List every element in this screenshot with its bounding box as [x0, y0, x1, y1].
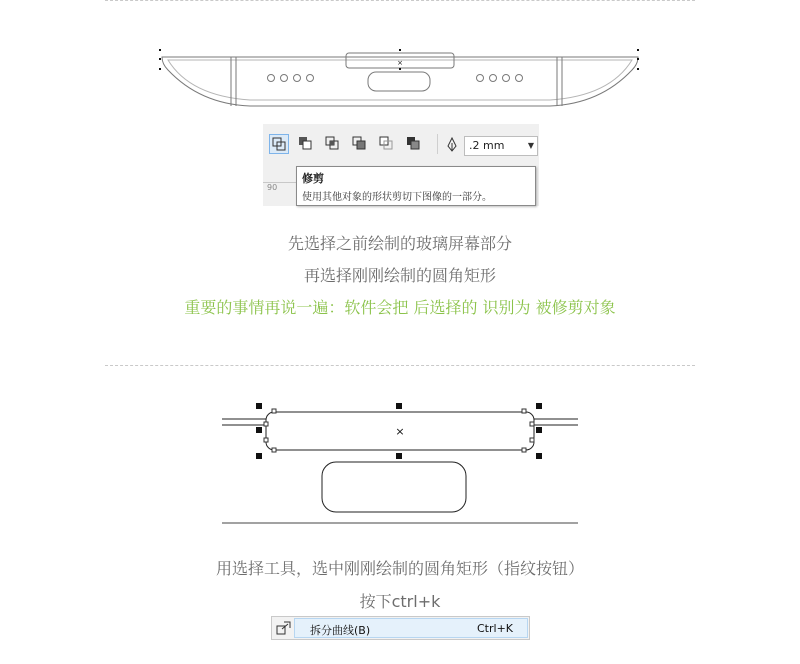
- caption-line-1: 先选择之前绘制的玻璃屏幕部分: [287, 234, 512, 253]
- outline-width-select[interactable]: [464, 136, 538, 156]
- back-minus-front-icon[interactable]: [404, 134, 424, 154]
- phone-bottom-illustration: [150, 44, 650, 114]
- front-minus-back-icon[interactable]: [377, 134, 397, 154]
- svg-text:×: ×: [395, 425, 405, 438]
- simplify-icon[interactable]: [350, 134, 370, 154]
- trim-tooltip: [296, 166, 536, 206]
- menu-item-shortcut: Ctrl+K: [477, 622, 514, 635]
- weld-icon[interactable]: [269, 134, 289, 154]
- tooltip-title: 修剪: [302, 172, 324, 185]
- trim-icon[interactable]: [296, 134, 316, 154]
- menu-item-label: 拆分曲线(B): [310, 624, 371, 637]
- intersect-icon[interactable]: [323, 134, 343, 154]
- svg-text:×: ×: [397, 59, 403, 67]
- caption-line-4: 用选择工具，选中刚刚绘制的圆角矩形（指纹按钮）: [215, 559, 584, 578]
- outline-width-value: .2 mm: [469, 139, 505, 152]
- caption-highlight: 重要的事情再说一遍：软件会把 后选择的 识别为 被修剪对象: [184, 298, 616, 317]
- middle-divider: [105, 365, 695, 366]
- selection-illustration: [220, 398, 582, 526]
- tooltip-description: 使用其他对象的形状剪切下图像的一部分。: [302, 192, 492, 203]
- ruler: [263, 182, 299, 206]
- menu-item-break-apart[interactable]: [271, 616, 530, 640]
- toolbar-separator: [437, 134, 438, 154]
- caption-line-5: 按下ctrl+k: [359, 592, 441, 611]
- pen-icon: [445, 137, 459, 153]
- break-apart-icon: [276, 620, 292, 636]
- chevron-down-icon: ▼: [527, 141, 534, 150]
- ruler-value: 90: [267, 183, 278, 192]
- caption-line-2: 再选择刚刚绘制的圆角矩形: [303, 266, 496, 285]
- top-divider: [105, 0, 695, 1]
- toolbar-row: [263, 128, 539, 160]
